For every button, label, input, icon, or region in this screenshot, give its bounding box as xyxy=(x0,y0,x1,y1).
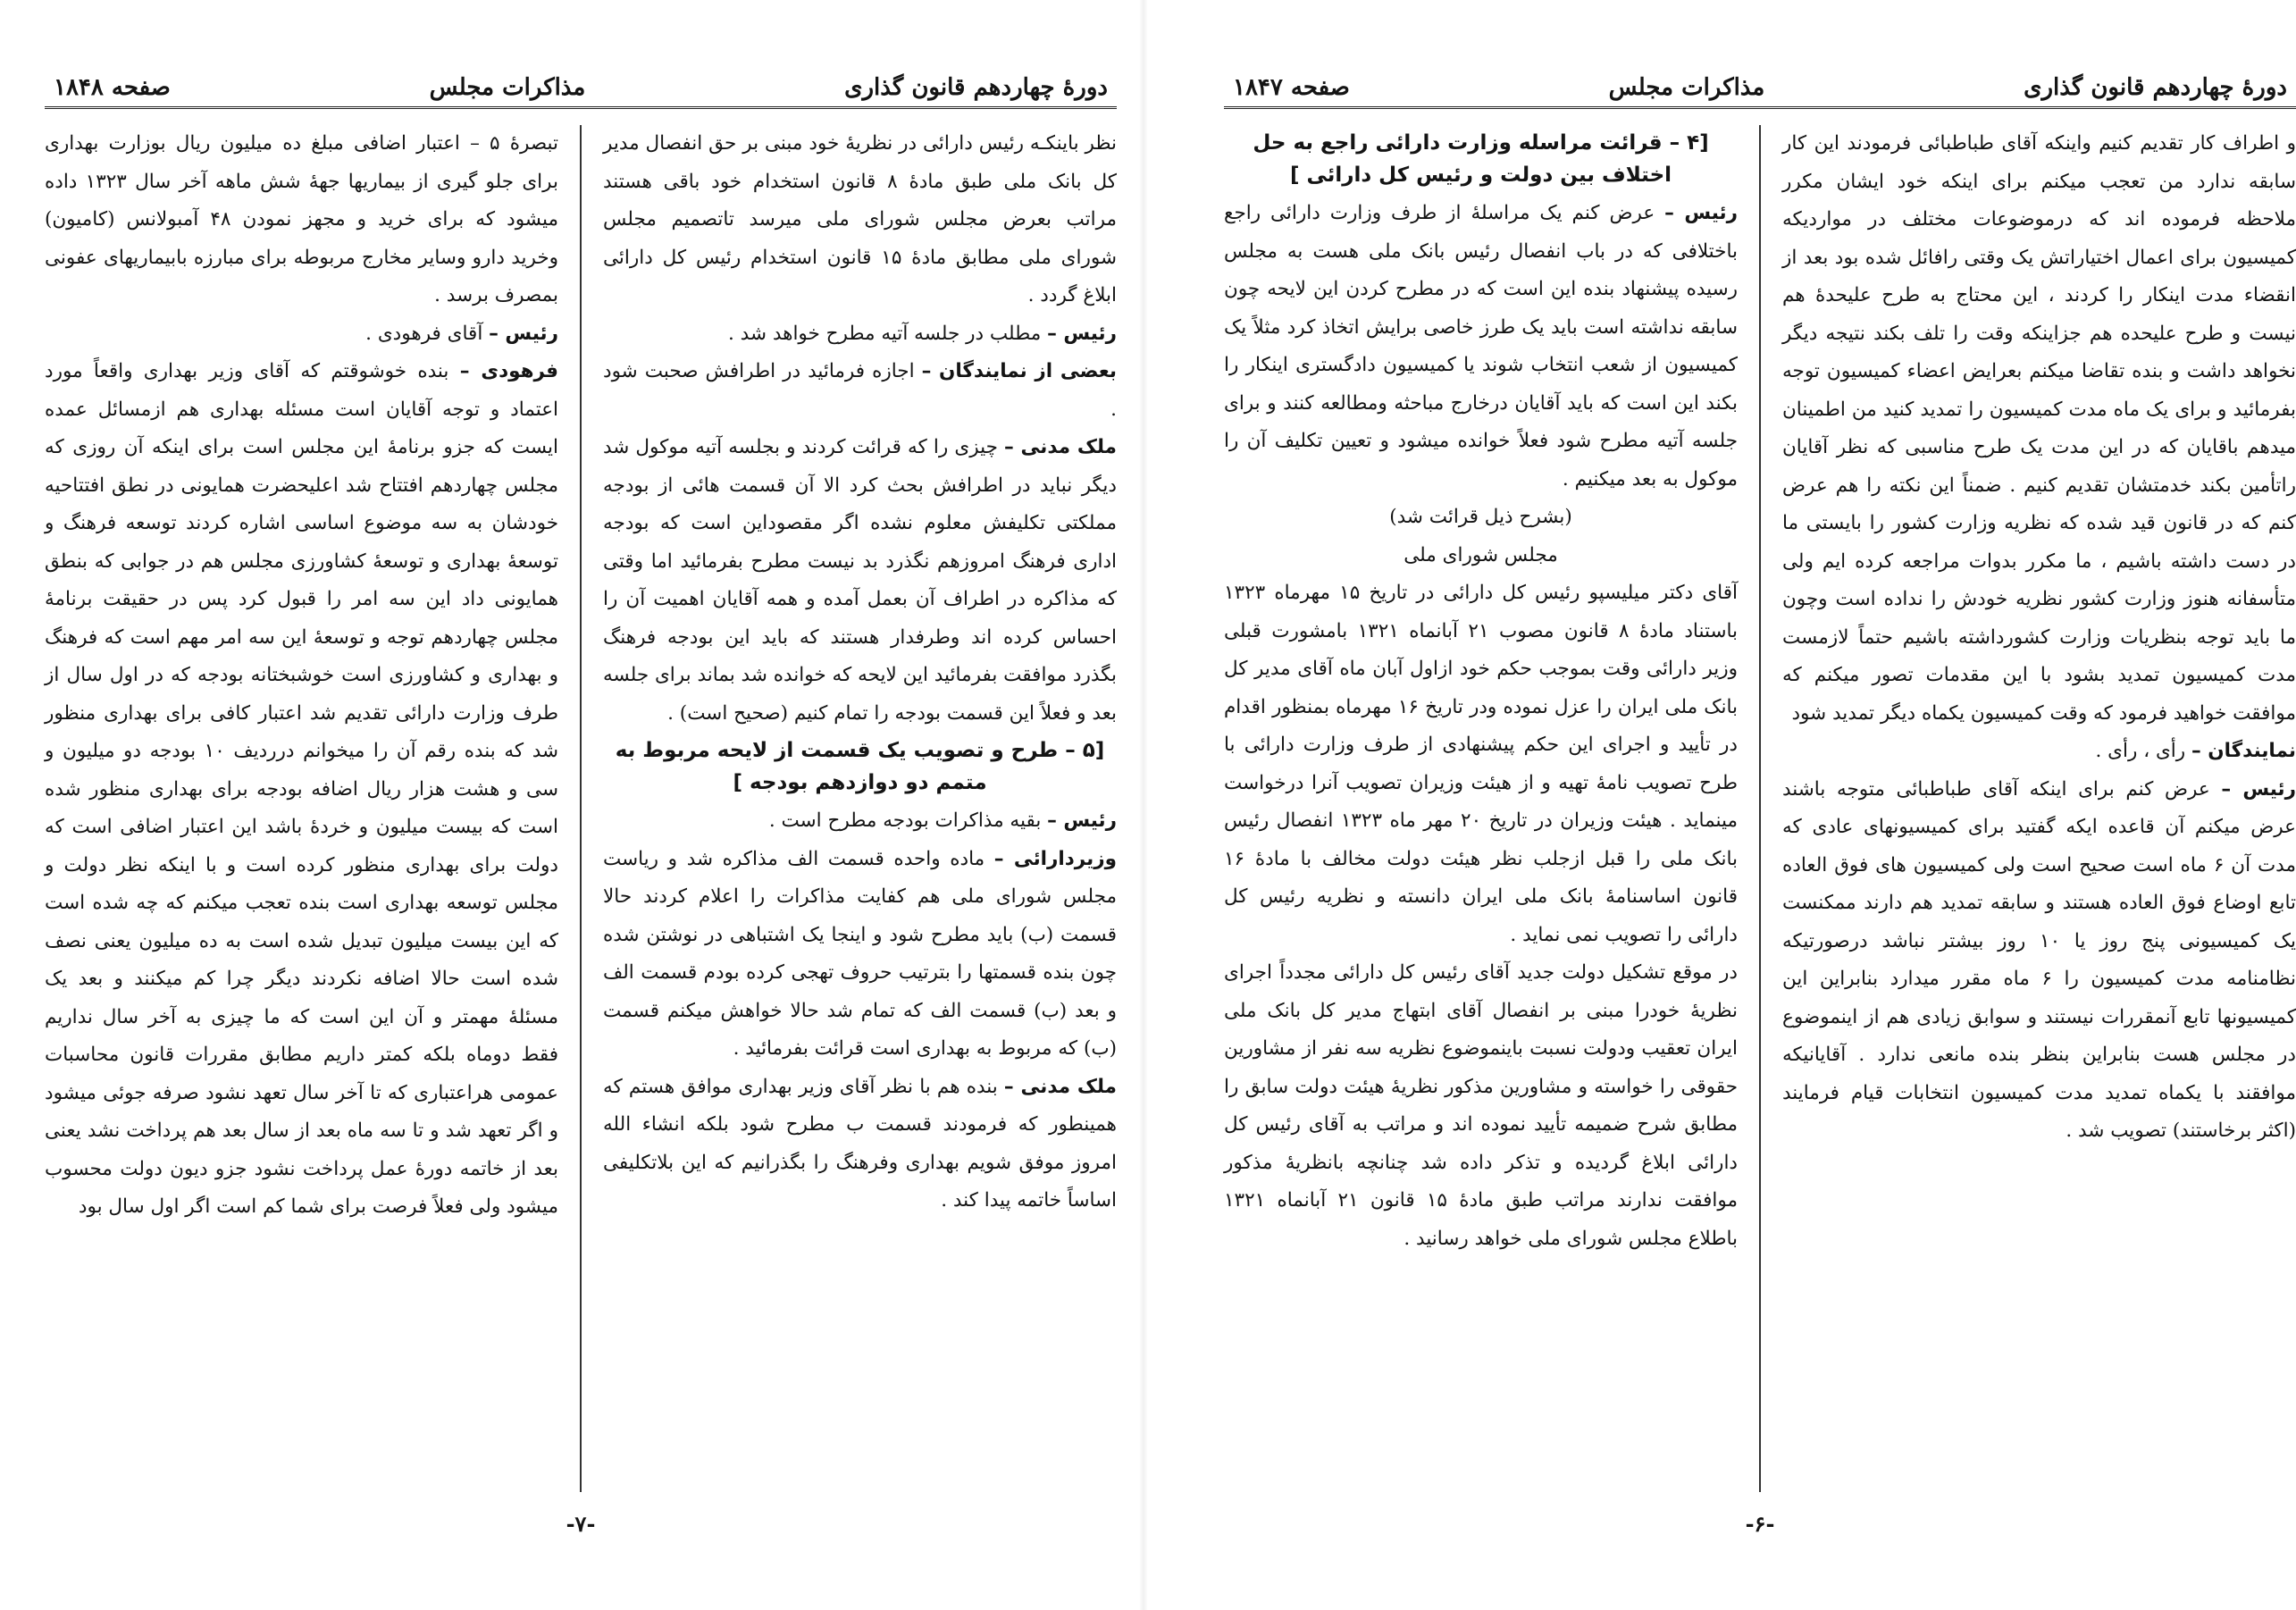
page-folio: -۷- xyxy=(566,1511,596,1537)
paragraph-text: بنده هم با نظر آقای وزیر بهداری موافق هستم که همینطور که فرمودند قسمت ب مطرح شود بلکه انشاء الله امروز موفق شویم بهداری وفرهنگ را بگذرانیم که این بلاتکلیفی اساساً خاتمه پیدا کند . xyxy=(603,1075,1117,1212)
speaker-name: رئیس – xyxy=(1047,322,1117,345)
speaker-name: رئیس – xyxy=(1047,809,1117,832)
paragraph xyxy=(45,315,558,354)
paragraph xyxy=(1224,954,1738,1258)
paragraph xyxy=(45,125,558,315)
page-folio: -۶- xyxy=(1745,1511,1775,1537)
paragraph xyxy=(603,315,1117,354)
paragraph-text: مطلب در جلسه آتیه مطرح خواهد شد . xyxy=(728,322,1048,345)
paragraph-text: تبصرۀ ۵ – اعتبار اضافی مبلغ ده میلیون ریال بوزارت بهداری برای جلو گیری از بیماریها جهۀ شش ماهه آخر سال ۱۳۲۳ داده میشود که برای خرید و مجهز نمودن ۴۸ آمبولانس (کامیون) وخرید دارو وسایر مخارج مربوطه برای مبارزه بابیماریهای عفونی بمصرف برسد . xyxy=(45,132,559,306)
paragraph-text: چیزی را که قرائت کردند و بجلسه آتیه موکول شد دیگر نباید در اطرافش بحث کرد الا آن قسمت هائی از بودجه مملکتی تکلیفش معلوم نشده اگر مقصوداین است که بودجه اداری فرهنگ امروزهم نگذرد بد نیست مطرح بفرمائید اما وقتی که مذاکره در اطراف آن بعمل آمده و همه آقایان اهمیت آن را احساس کرده اند وطرفدار هستند که باید این بودجه فرهنگ بگذرد موافقت بفرمائید این لایحه که خوانده شد بماند برای جلسه بعد و فعلاً این قسمت بودجه را تمام کنیم (صحیح است) . xyxy=(603,436,1117,725)
speaker-name: رئیس – xyxy=(2221,777,2296,801)
paragraph xyxy=(1782,125,2296,733)
left-page xyxy=(45,36,1117,1572)
paragraph xyxy=(1224,574,1738,954)
text-column-left xyxy=(1224,125,1738,1492)
section-heading: [۴ – قرائت مراسله وزارت دارائی راجع به حل اختلاف بین دولت و رئیس کل دارائی ] xyxy=(1253,131,1709,187)
paragraph xyxy=(1782,733,2296,771)
paragraph-text: بنده خوشوقتم که آقای وزیر بهداری واقعاً مورد اعتماد و توجه آقایان است مسئله بهداری هم ازمسائل عمده ایست که جزو برنامۀ این مجلس است برای اینکه آن روزی که مجلس چهاردهم افتتاح شد اعلیحضرت همایونی در نطق افتتاحیه خودشان به سه موضوع اساسی اشاره کردند توسعه فرهنگ و توسعۀ بهداری و توسعۀ کشاورزی مجلس هم در جوابی که بنطق همایونی داد این سه امر را قبول کرد پس در حقیقت برنامۀ مجلس چهاردهم توجه و توسعۀ این سه امر مهم است که فرهنگ و بهداری و کشاورزی است خوشبختانه بودجه که در اول سال از طرف وزارت دارائی تقدیم شد اعتبار کافی برای بهداری منظور شد که بنده رقم آن را میخوانم درردیف ۱۰ بودجه دو میلیون و سی و هشت هزار ریال اضافه بودجه برای بهداری منظور شده است که بیست میلیون و خردۀ باشد این اعتبار اضافی است که دولت برای بهداری منظور کرده است و با اینکه نظر دولت و مجلس توسعه بهداری است بنده تعجب میکنم که چه شده است که این بیست میلیون تبدیل شده است به ده میلیون یعنی نصف شده است حالا اضافه نکردند دیگر چرا کم میکنند و بعد یک مسئلۀ مهمتر و آن این است که ما چیزی به آخر سال نداریم فقط دوماه بلکه کمتر داریم مطابق مقررات قانون محاسبات عمومی هراعتباری که تا آخر سال تعهد نشود صرفه جوئی میشود و اگر تعهد شد و تا سه ماه بعد از سال بعد هم پرداخت نشد یعنی بعد از خاتمه دورۀ عمل پرداخت نشود جزو دیون دولت محسوب میشود ولی فعلاً فرصت برای شما کم است اگر اول سال بود xyxy=(45,360,558,1218)
paragraph-text: عرض کنم برای اینکه آقای طباطبائی متوجه باشند عرض میکنم آن قاعده ایکه گفتید برای کمیسیونهای عادی که مدت آن ۶ ماه است صحیح است ولی کمیسیون های فوق العاده تابع اوضاع فوق العاده هستند و سابقه تمدید هم دارند ممکنست یک کمیسیونی پنج روز یا ۱۰ روز بیشتر نباشد درصورتیکه نظامنامه مدت کمیسیون را ۶ ماه مقرر میدارد بنابراین این کمیسیونها تابع آنمقررات نیستند و سوابق زیادی هم از اینموضوع در مجلس هست بنابراین بنظر بنده مانعی ندارد . آقایانیکه موافقند با یکماه تمدید مدت کمیسیون انتخابات قیام فرمایند (اکثر برخاستند) تصویب شد . xyxy=(1782,777,2296,1142)
text-column-left xyxy=(45,125,558,1492)
right-page xyxy=(1224,36,2296,1572)
speaker-name: بعضی از نمایندگان – xyxy=(921,360,1117,382)
column-divider xyxy=(1759,125,1761,1492)
paragraph-text: رأی ، رأی . xyxy=(2095,740,2191,762)
paragraph-text: و اطراف کار تقدیم کنیم واینکه آقای طباطبائی فرمودند این کار سابقه ندارد من تعجب میکنم برای اینکه خود ایشان مکرر ملاحظه فرموده اند که درموضوعات مختلف در مواردیکه کمیسیون برای اعمال اختیاراتش یک وقتی رافائل شده بود بعد از انقضاء مدت اینکار را کردند ، این محتاج به طرح علیحدۀ هم نیست و طرح علیحده هم جزاینکه وقت را تلف بکند نتیجه دیگر نخواهد داشت و بنده تقاضا میکنم بعرایض اعضاء کمیسیون توجه بفرمائید و برای یک ماه مدت کمیسیون را تمدید کنید من اطمینان میدهم باقایان که در این مدت یک طرح مناسبی که نظر آقایان راتأمین بکند خدمتشان تقدیم کنیم . ضمناً این نکته را هم عرض کنم که در قانون قید شده که نظریه وزارت کشور را بایستی ما در دست داشته باشیم ، ما مکرر بدوات مراجعه کرده ایم ولی متأسفانه هنوز وزارت کشور نظریه خودش را نداده است وچون ما باید توجه بنظریات وزارت کشورداشته باشیم حتماً لازمست مدت کمیسیون تمدید بشود با این مقدمات تصور میکنم که موافقت خواهید فرمود که وقت کمیسیون یکماه دیگر تمدید شود xyxy=(1782,132,2296,725)
paragraph xyxy=(603,802,1117,841)
paragraph-text: نظر باینکـه رئیس دارائی در نظریۀ خود مبنی بر حق انفصال مدیر کل بانک ملی طبق مادۀ ۸ قانون استخدام خود باقی هستند مراتب بعرض مجلس شورای ملی میرسد تاتصمیم مجلس شورای ملی مطابق مادۀ ۱۵ قانون استخدام رئیس کل دارائی ابلاغ گردد . xyxy=(603,132,1117,306)
paragraph-text: در موقع تشکیل دولت جدید آقای رئیس کل دارائی مجدداً اجرای نظریۀ خودرا مبنی بر انفصال آقای ابتهاج مدیر کل بانک ملی ایران تعقیب ودولت نسبت باینموضوع نظریه سه نفر از مشاورین حقوقی را خواسته و مشاورین مذکور نظریۀ هیئت دولت سابق را مطابق شرح ضمیمه تأیید نموده اند و مراتب به آقای رئیس کل دارائی ابلاغ گردیده و تذکر داده شد چنانچه بانظریۀ مذکور موافقت ندارند مراتب طبق مادۀ ۱۵ قانون ۲۱ آبانماه ۱۳۲۱ باطلاع مجلس شورای ملی خواهد رسانید . xyxy=(1224,961,1739,1250)
centered-caption: مجلس شورای ملی xyxy=(1404,543,1558,566)
speaker-name: ملک مدنی – xyxy=(1004,436,1117,458)
paragraph xyxy=(603,353,1117,429)
speaker-name: رئیس – xyxy=(1664,202,1738,224)
paragraph-text: ماده واحده قسمت الف مذاکره شد و ریاست مجلس شورای ملی هم کفایت مذاکرات را اعلام کردند حالا قسمت (ب) باید مطرح شود و اینجا یک اشتباهی در نوشتن شده چون بنده قسمتها را بترتیب حروف تهجی کرده بودم قسمت الف و بعد (ب) قسمت الف که تمام شد حالا خواهش میکنم قسمت (ب) که مربوط به بهداری است قرائت بفرمائید . xyxy=(603,847,1117,1060)
paragraph-text: اجازه فرمائید در اطرافش صحبت شود . xyxy=(603,360,1117,421)
speaker-name: ملک مدنی – xyxy=(1003,1075,1117,1098)
column-divider xyxy=(580,125,582,1492)
paragraph-text: آقای فرهودی . xyxy=(365,322,490,345)
centered-caption: (بشرح ذیل قرائت شد) xyxy=(1389,506,1572,528)
paragraph-text: عرض کنم یک مراسلۀ از طرف وزارت دارائی راجع باختلافی که در باب انفصال رئیس بانک ملی هست به مجلس رسیده پیشنهاد بنده این است که در مطرح کردن این لایحه چون سابقه نداشته است باید یک طرز خاصی برایش اتخاذ کرد مثلاً یک کمیسیون از شعب انتخاب شوند یا کمیسیون دادگستری اینکار را بکند این است که باید آقایان درخارج مباحثه ومطالعه کنند و برای جلسه آتیه مطرح شود فعلاً خوانده میشود و تعیین تکلیف آن را موکول به بعد میکنیم . xyxy=(1224,202,1739,491)
speaker-name: رئیس – xyxy=(489,322,558,345)
text-column-right xyxy=(603,125,1117,1492)
paragraph xyxy=(45,353,558,1227)
paragraph xyxy=(603,1069,1117,1220)
page-number: صفحه ۱۸۴۷ xyxy=(1233,74,1350,101)
section-heading: [۵ – طرح و تصویب یک قسمت از لایحه مربوط به متمم دو دوازدهم بودجه ] xyxy=(615,739,1105,794)
paragraph xyxy=(603,841,1117,1069)
running-head xyxy=(45,63,1117,109)
running-head xyxy=(1224,63,2296,109)
book-gutter xyxy=(1139,0,1148,1610)
paragraph-text: آقای دکتر میلیسپو رئیس کل دارائی در تاریخ ۱۵ مهرماه ۱۳۲۳ باستناد مادۀ ۸ قانون مصوب ۲۱ آبانماه ۱۳۲۱ بامشورت قبلی وزیر دارائی وقت بموجب حکم خود ازاول آبان ماه آقای مدیر کل بانک ملی ایران را عزل نموده ودر تاریخ ۱۶ مهرماه بمنظور اقدام در تأیید و اجرای این حکم پیشنهادی از طرف وزارت دارائی با طرح تصویب نامۀ تهیه و از هیئت وزیران تصویب آنرا درخواست مینماید . هیئت وزیران در تاریخ ۲۰ مهر ماه ۱۳۲۳ انفصال رئیس بانک ملی را قبل ازجلب نظر هیئت دولت مخالف با مادۀ ۱۶ قانون اساسنامۀ بانک ملی ایران دانسته و نظریه رئیس کل دارائی را تصویب نمی نماید . xyxy=(1224,582,1738,946)
text-column-right xyxy=(1782,125,2296,1492)
paragraph-text: بقیه مذاکرات بودجه مطرح است . xyxy=(768,809,1048,832)
journal-title: مذاکرات مجلس xyxy=(429,74,586,101)
paragraph xyxy=(1782,771,2296,1151)
paragraph xyxy=(603,429,1117,733)
paragraph xyxy=(603,125,1117,315)
paragraph xyxy=(1224,195,1738,499)
journal-title: مذاکرات مجلس xyxy=(1608,74,1765,101)
session-label: دورۀ چهاردهم قانون گذاری xyxy=(844,74,1108,101)
speaker-name: نمایندگان – xyxy=(2191,740,2296,762)
speaker-name: فرهودی – xyxy=(459,360,559,382)
session-label: دورۀ چهاردهم قانون گذاری xyxy=(2024,74,2287,101)
page-number: صفحه ۱۸۴۸ xyxy=(54,74,171,101)
speaker-name: وزیردارائی – xyxy=(993,847,1117,870)
